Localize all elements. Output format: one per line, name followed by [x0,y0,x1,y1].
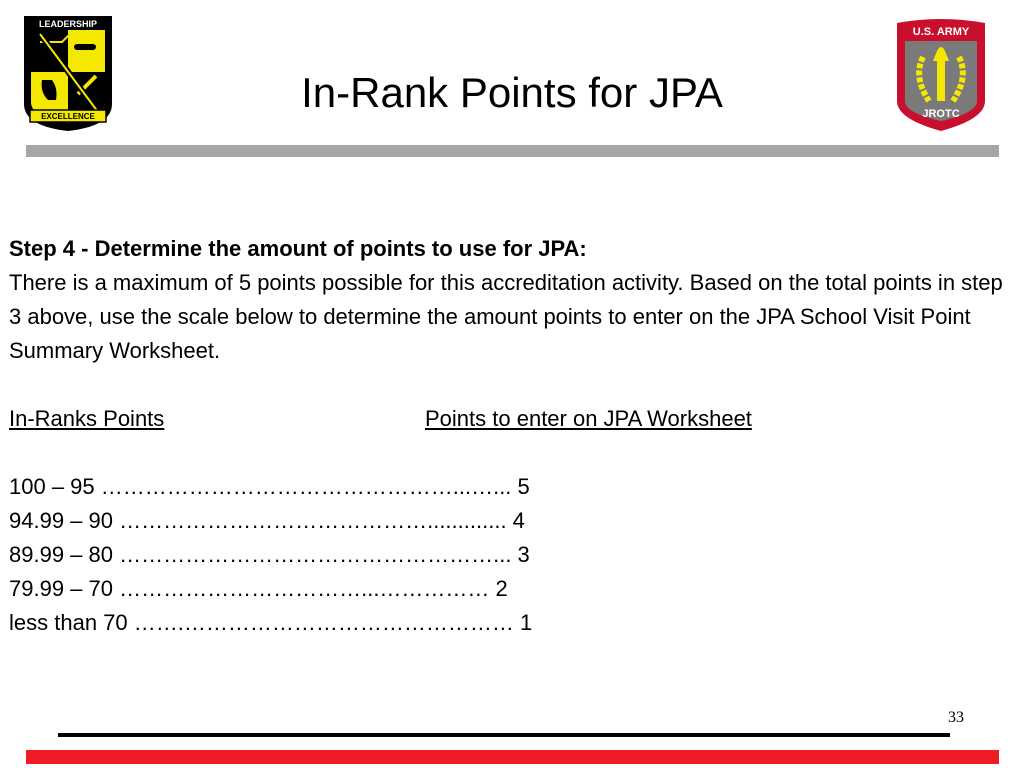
scale-row: 89.99 – 80 ……………………………………………... 3 [9,542,530,567]
logo-top-text: U.S. ARMY [912,26,970,38]
step-heading: Step 4 - Determine the amount of points to use for JPA: [9,236,587,261]
scale-row: 100 – 95 …………………………………………...…... 5 [9,474,530,499]
scale-row: less than 70 …….……………………………………… 1 [9,610,533,635]
footer-red-rule [26,750,999,764]
title-divider [26,145,999,157]
column-headers [9,402,1014,436]
logo-top-text: LEADERSHIP [38,19,98,29]
points-to-enter-header: Points to enter on JPA Worksheet [425,406,752,431]
slide-title: In-Rank Points for JPA [301,69,723,117]
jrotc-shield-icon [893,17,989,133]
points-scale [9,470,1014,640]
slide-body [9,232,1014,640]
footer-black-rule [58,733,950,737]
army-jrotc-logo [893,17,989,133]
page-number: 33 [948,709,964,726]
scale-row: 94.99 – 90 ……………………………………............. 4 [9,508,525,533]
scale-row: 79.99 – 70 ……………………………...…………… 2 [9,576,508,601]
instruction-paragraph: There is a maximum of 5 points possible for this accreditation activity. Based on the total points in step 3 above, use the scale below to determine the amount points to enter on the JPA School Visit Point Summary Worksheet. [9,270,1003,363]
in-ranks-points-header: In-Ranks Points [9,406,165,431]
logo-bottom-text: JROTC [922,108,960,120]
logo-bottom-text: EXCELLENCE [41,112,95,121]
